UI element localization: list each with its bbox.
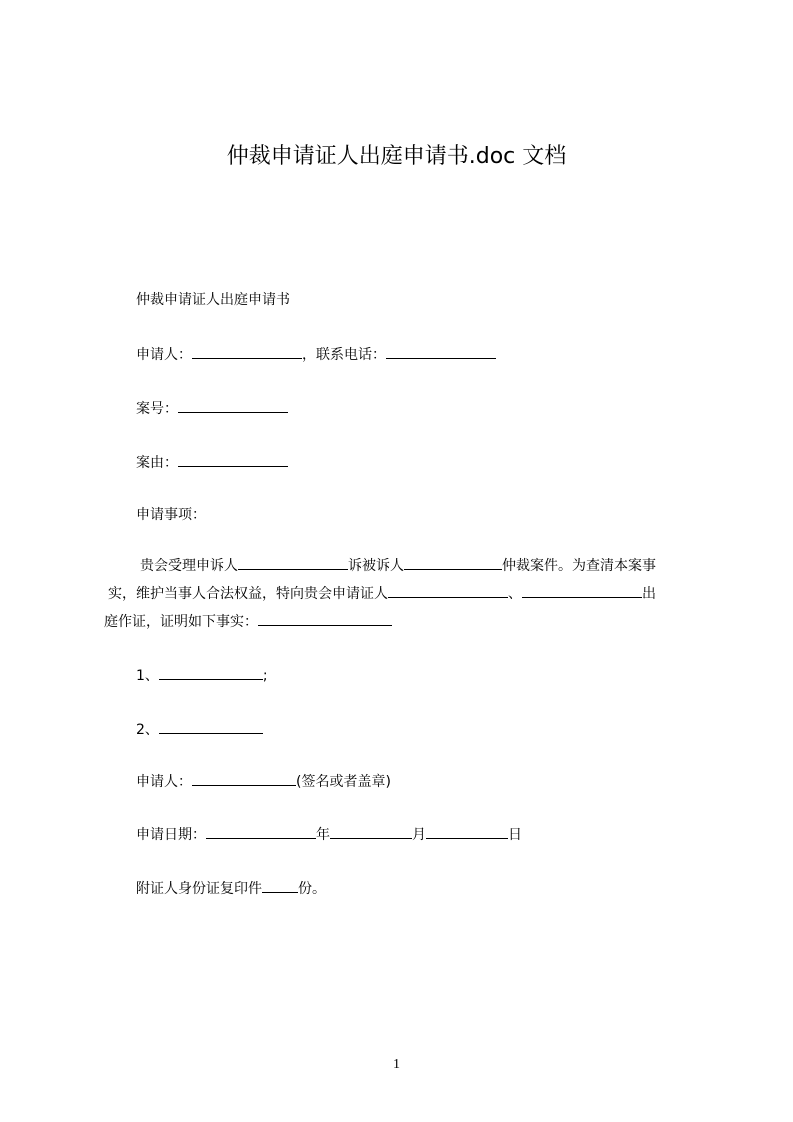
attachment-line <box>136 878 326 899</box>
item-2-blank <box>159 719 263 734</box>
item-1-blank <box>159 665 263 680</box>
witness-2-blank <box>522 583 642 598</box>
attachment-text: 附证人身份证复印件 <box>136 881 262 897</box>
paragraph-text: 实，维护当事人合法权益，特向贵会申请证人 <box>108 586 388 602</box>
paragraph-row-3 <box>104 608 702 636</box>
date-line <box>136 824 522 845</box>
list-item-end: ; <box>262 668 268 684</box>
request-paragraph <box>104 552 702 636</box>
complainant-blank <box>238 555 348 570</box>
page-number: 1 <box>393 1057 400 1072</box>
signature-blank <box>192 771 296 786</box>
respondent-blank <box>404 555 502 570</box>
facts-blank <box>258 611 392 626</box>
copies-blank <box>262 878 298 893</box>
signature-line <box>136 771 391 792</box>
list-item-label: 2、 <box>136 722 159 738</box>
day-blank <box>426 824 508 839</box>
case-reason-line <box>136 452 288 473</box>
signature-note: (签名或者盖章) <box>296 774 391 790</box>
witness-1-blank <box>388 583 508 598</box>
paragraph-text: 贵会受理申诉人 <box>140 558 238 574</box>
date-label: 申请日期： <box>136 827 206 843</box>
day-label: 日 <box>508 827 522 843</box>
month-blank <box>330 824 412 839</box>
list-item-2 <box>136 719 263 740</box>
attachment-text: 份。 <box>298 881 326 897</box>
paragraph-row-1 <box>104 552 702 580</box>
document-title: 仲裁申请证人出庭申请书.doc 文档 <box>226 144 567 169</box>
case-number-blank <box>178 398 288 413</box>
case-reason-label: 案由： <box>136 455 178 471</box>
list-item-1 <box>136 665 268 686</box>
year-blank <box>206 824 316 839</box>
paragraph-text: 庭作证，证明如下事实： <box>104 614 258 630</box>
case-reason-blank <box>178 452 288 467</box>
paragraph-row-2 <box>104 580 702 608</box>
document-heading: 仲裁申请证人出庭申请书 <box>136 292 290 308</box>
applicant-label: 申请人： <box>136 347 192 363</box>
applicant-blank <box>192 344 302 359</box>
case-number-label: 案号： <box>136 401 178 417</box>
applicant-line <box>136 344 496 365</box>
signature-label: 申请人： <box>136 774 192 790</box>
request-items-label: 申请事项： <box>136 507 206 523</box>
paragraph-text: 出 <box>642 586 656 602</box>
paragraph-text: 、 <box>508 586 522 602</box>
month-label: 月 <box>412 827 426 843</box>
paragraph-text: 诉被诉人 <box>348 558 404 574</box>
phone-blank <box>386 344 496 359</box>
case-number-line <box>136 398 288 419</box>
year-label: 年 <box>316 827 330 843</box>
paragraph-text: 仲裁案件。为查清本案事 <box>502 558 656 574</box>
phone-label: ，联系电话： <box>302 347 386 363</box>
list-item-label: 1、 <box>136 668 159 684</box>
